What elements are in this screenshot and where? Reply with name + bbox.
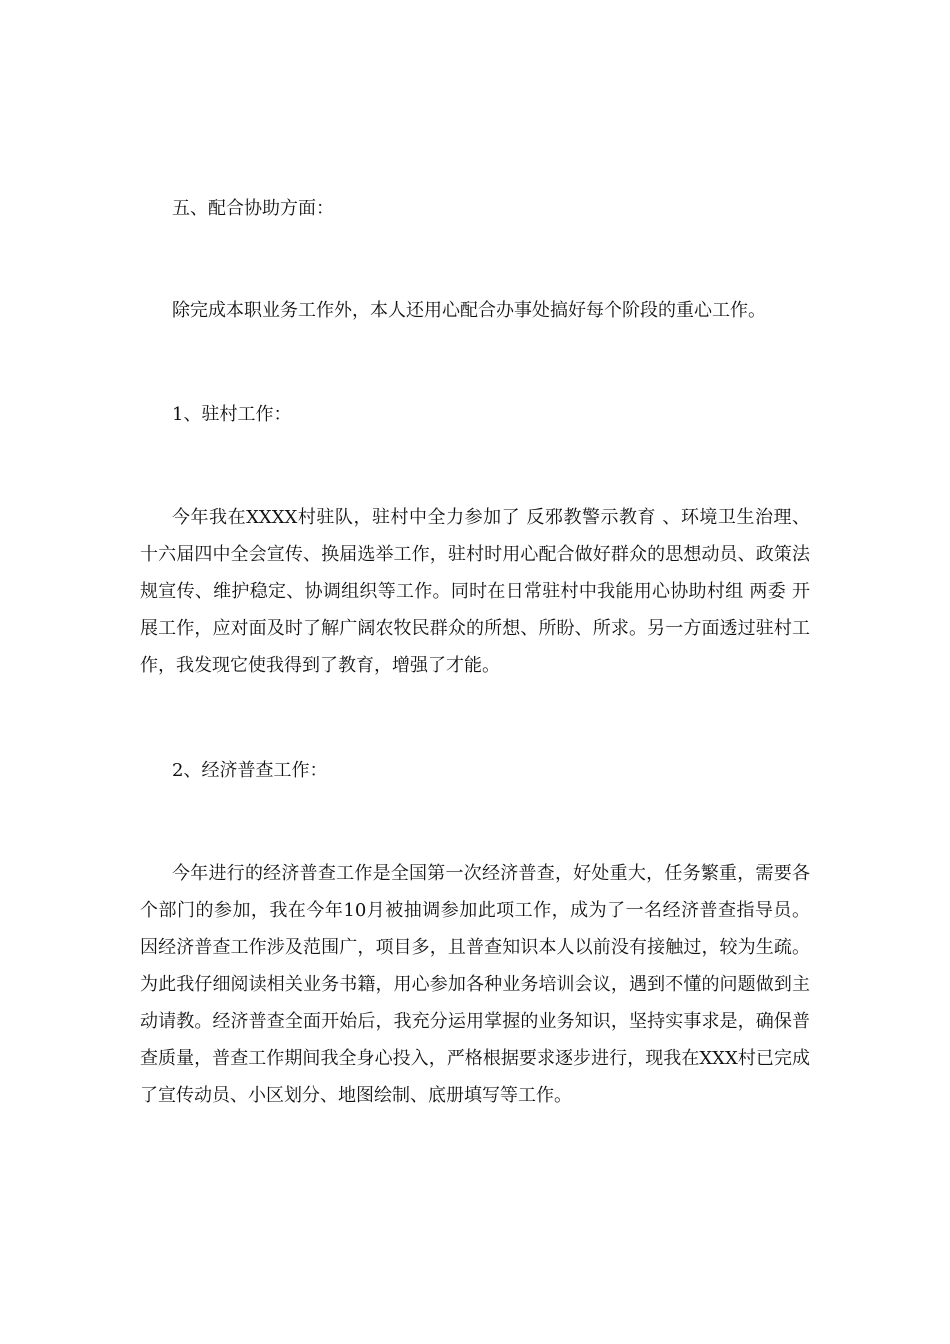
section-heading: 五、配合协助方面： <box>172 198 334 219</box>
item2-paragraph: 今年进行的经济普查工作是全国第一次经济普查，好处重大，任务繁重，需要各个部门的参加，我在今年10月被抽调参加此项工作，成为了一名经济普查指导员。因经济普查工作涉及范围广，项目多，且普查知识本人以前没有接触过，较为生疏。为此我仔细阅读相关业务书籍，用心参加各种业务培训会议，遇到不懂的问题做到主动请教。经济普查全面开始后，我充分运用掌握的业务知识，坚持实事求是，确保普查质量，普查工作期间我全身心投入，严格根据要求逐步进行，现我在XXX村已完成了宣传动员、小区划分、地图绘制、底册填写等工作。 <box>140 863 810 1106</box>
intro-paragraph: 除完成本职业务工作外，本人还用心配合办事处搞好每个阶段的重心工作。 <box>172 300 766 321</box>
item1-heading: 1、驻村工作： <box>172 404 292 425</box>
item2-heading: 2、经济普查工作： <box>172 760 328 781</box>
item1-paragraph: 今年我在XXXX村驻队，驻村中全力参加了 反邪教警示教育 、环境卫生治理、十六届四中全会宣传、换届选举工作，驻村时用心配合做好群众的思想动员、政策法规宣传、维护稳定、协调组织等工作。同时在日常驻村中我能用心协助村组 两委 开展工作，应对面及时了解广阔农牧民群众的所想、所盼、所求。另一方面透过驻村工作，我发现它使我得到了教育，增强了才能。 <box>140 507 810 676</box>
